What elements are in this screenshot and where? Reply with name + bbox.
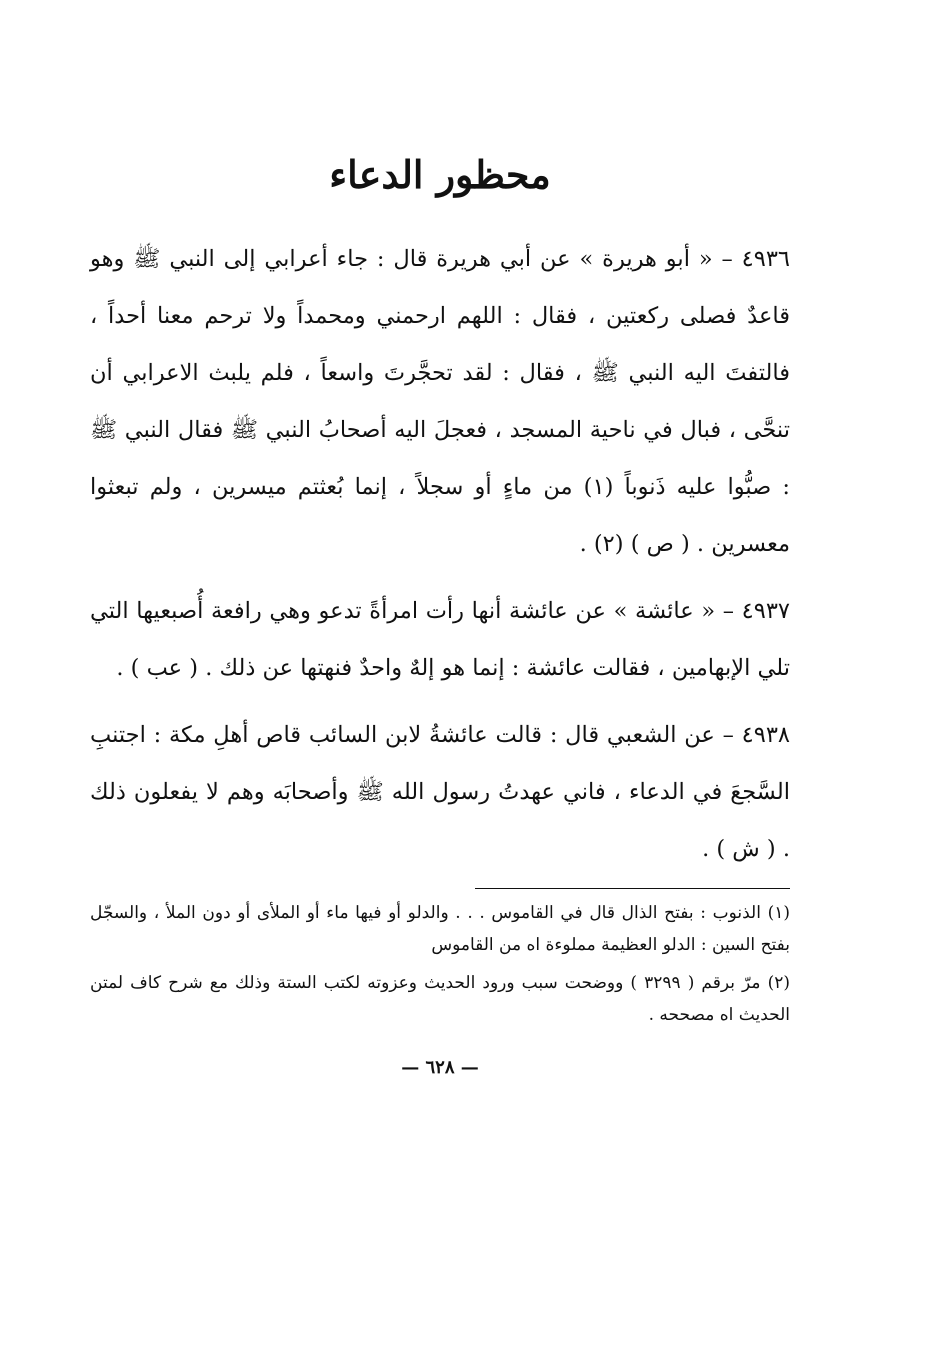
page-title: محظور الدعاء — [329, 152, 551, 197]
hadith-entry-4937: ٤٩٣٧ – « عائشة » عن عائشة أنها رأت امرأةً تدعو وهي رافعة أُصبعيها التي تلي الإبهامين ، فقالت عائشة : إنما هو إلهٌ واحدٌ فنهتها عن ذلك . ( عب ) . — [90, 598, 790, 682]
hadith-entry-4938: ٤٩٣٨ – عن الشعبي قال : قالت عائشةُ لابن السائب قاص أهلِ مكة : اجتنبِ السَّجعَ في الدعاء ، فاني عهدتُ رسول الله ﷺ وأصحابَه وهم لا يفعلون ذلك . ( ش ) . — [90, 722, 790, 863]
footnotes — [90, 897, 790, 1031]
footnote-1: (١) الذنوب : بفتح الذال قال في القاموس . . . والدلو أو فيها ماء أو الملأى أو دون الملأ ، والسجّل بفتح السين : الدلو العظيمة مملوءة اه من القاموس — [90, 903, 790, 956]
document-page — [90, 150, 790, 1078]
footnote-2: (٢) مرّ برقم ( ٣٢٩٩ ) ووضحت سبب ورود الحديث وعزوته لكتب الستة وذلك مع شرح كاف لمتن الحديث اه مصححه . — [90, 973, 790, 1026]
hadith-entry-4936: ٤٩٣٦ – « أبو هريرة » عن أبي هريرة قال : جاء أعرابي إلى النبي ﷺ وهو قاعدٌ فصلى ركعتين ، فقال : اللهم ارحمني ومحمداً ولا ترحم معنا أحداً ، فالتفتَ اليه النبي ﷺ ، فقال : لقد تحجَّرتَ واسعاً ، فلم يلبث الاعرابي أن تنحَّى ، فبال في ناحية المسجد ، فعجلَ اليه أصحابُ النبي ﷺ فقال النبي ﷺ : صبُّوا عليه ذَنوباً (١) من ماءٍ أو سجلاً ، إنما بُعثتم ميسرين ، ولم تبعثوا معسرين . ( ص ) (٢) . — [90, 246, 790, 558]
footnote-separator — [475, 888, 790, 889]
page-number: — ٦٢٨ — — [401, 1057, 479, 1079]
